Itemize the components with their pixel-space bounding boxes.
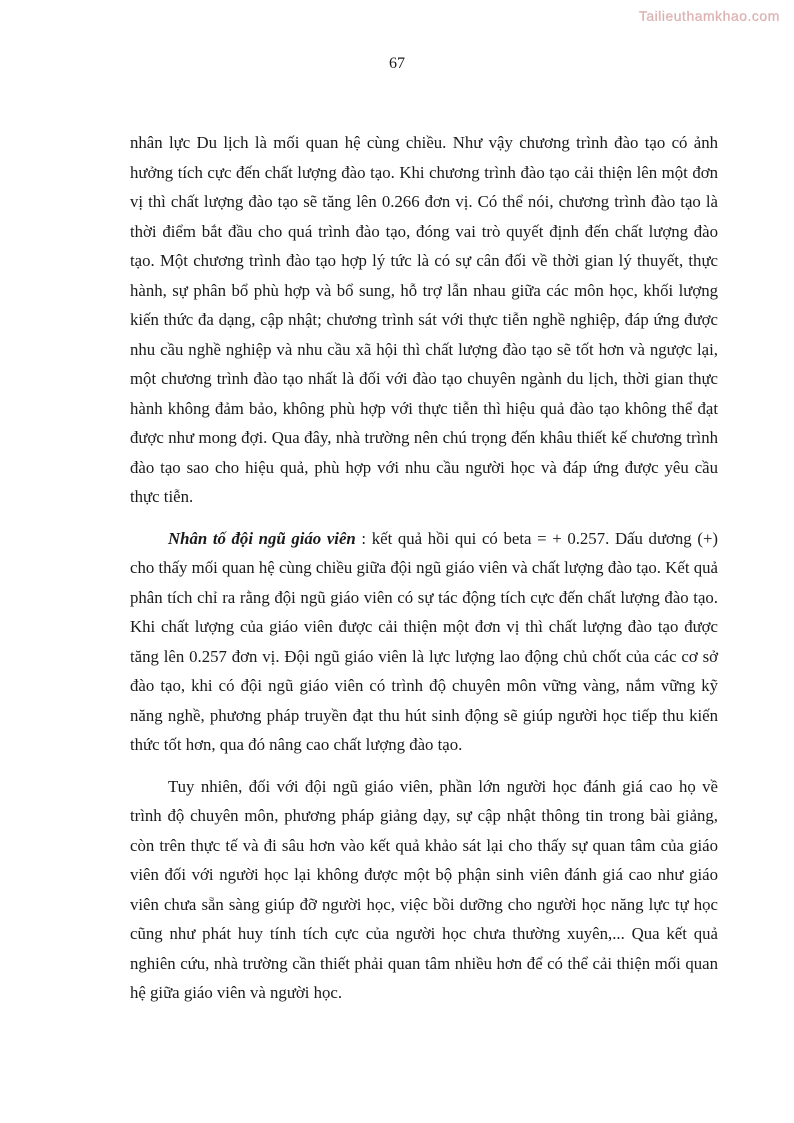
page-number: 67 — [389, 55, 405, 72]
paragraph-text: Tuy nhiên, đối với đội ngũ giáo viên, phần lớn người học đánh giá cao họ về trình độ chuyên môn, phương pháp giảng dạy, sự cập nhật thông tin trong bài giảng, còn trên thực tế và đi sâu hơn vào kết quả khảo sát lại cho thấy sự quan tâm của giáo viên đối với người học lại không được một bộ phận sinh viên đánh giá cao như giáo viên chưa sẵn sàng giúp đỡ người học, việc bồi dưỡng cho người học năng lực tự học cũng như phát huy tính tích cực của người học chưa thường xuyên,... Qua kết quả nghiên cứu, nhà trường cần thiết phải quan tâm nhiều hơn để có thể cải thiện mối quan hệ giữa giáo viên và người học. — [130, 776, 718, 1002]
paragraph-text: nhân lực Du lịch là mối quan hệ cùng chiều. Như vậy chương trình đào tạo có ảnh hưởng tích cực đến chất lượng đào tạo. Khi chương trình đào tạo cải thiện lên một đơn vị thì chất lượng đào tạo sẽ tăng lên 0.266 đơn vị. Có thể nói, chương trình đào tạo là thời điểm bắt đầu cho quá trình đào tạo, đóng vai trò quyết định đến chất lượng đào tạo. Một chương trình đào tạo hợp lý tức là có sự cân đối về thời gian lý thuyết, thực hành, sự phân bổ phù hợp và bổ sung, hỗ trợ lẫn nhau giữa các môn học, khối lượng kiến thức đa dạng, cập nhật; chương trình sát với thực tiễn nghề nghiệp, đáp ứng được nhu cầu nghề nghiệp và nhu cầu xã hội thì chất lượng đào tạo sẽ tốt hơn và ngược lại, một chương trình đào tạo nhất là đối với đào tạo chuyên ngành du lịch, thời gian thực hành không đảm bảo, không phù hợp với thực tiễn thì hiệu quả đào tạo không thể đạt được như mong đợi. Qua đây, nhà trường nên chú trọng đến khâu thiết kế chương trình đào tạo sao cho hiệu quả, phù hợp với nhu cầu người học và đáp ứng được yêu cầu thực tiễn. — [130, 133, 718, 506]
paragraph — [130, 772, 718, 1008]
paragraph — [130, 128, 718, 512]
paragraph — [130, 524, 718, 760]
paragraph-text: : kết quả hồi qui có beta = + 0.257. Dấu dương (+) cho thấy mối quan hệ cùng chiều giữa đội ngũ giáo viên và chất lượng đào tạo. Kết quả phân tích chỉ ra rằng đội ngũ giáo viên có sự tác động tích cực đến chất lượng đào tạo. Khi chất lượng của giáo viên được cải thiện một đơn vị thì chất lượng đào tạo được tăng lên 0.257 đơn vị. Đội ngũ giáo viên là lực lượng lao động chủ chốt của các cơ sở đào tạo, khi có đội ngũ giáo viên có trình độ chuyên môn vững vàng, nắm vững kỹ năng nghề, phương pháp truyền đạt thu hút sinh động sẽ giúp người học tiếp thu kiến thức tốt hơn, qua đó nâng cao chất lượng đào tạo. — [130, 528, 718, 754]
page-content — [130, 128, 718, 1020]
paragraph-lead: Nhân tố đội ngũ giáo viên — [168, 528, 356, 548]
watermark: Tailieuthamkhao.com — [638, 8, 780, 24]
